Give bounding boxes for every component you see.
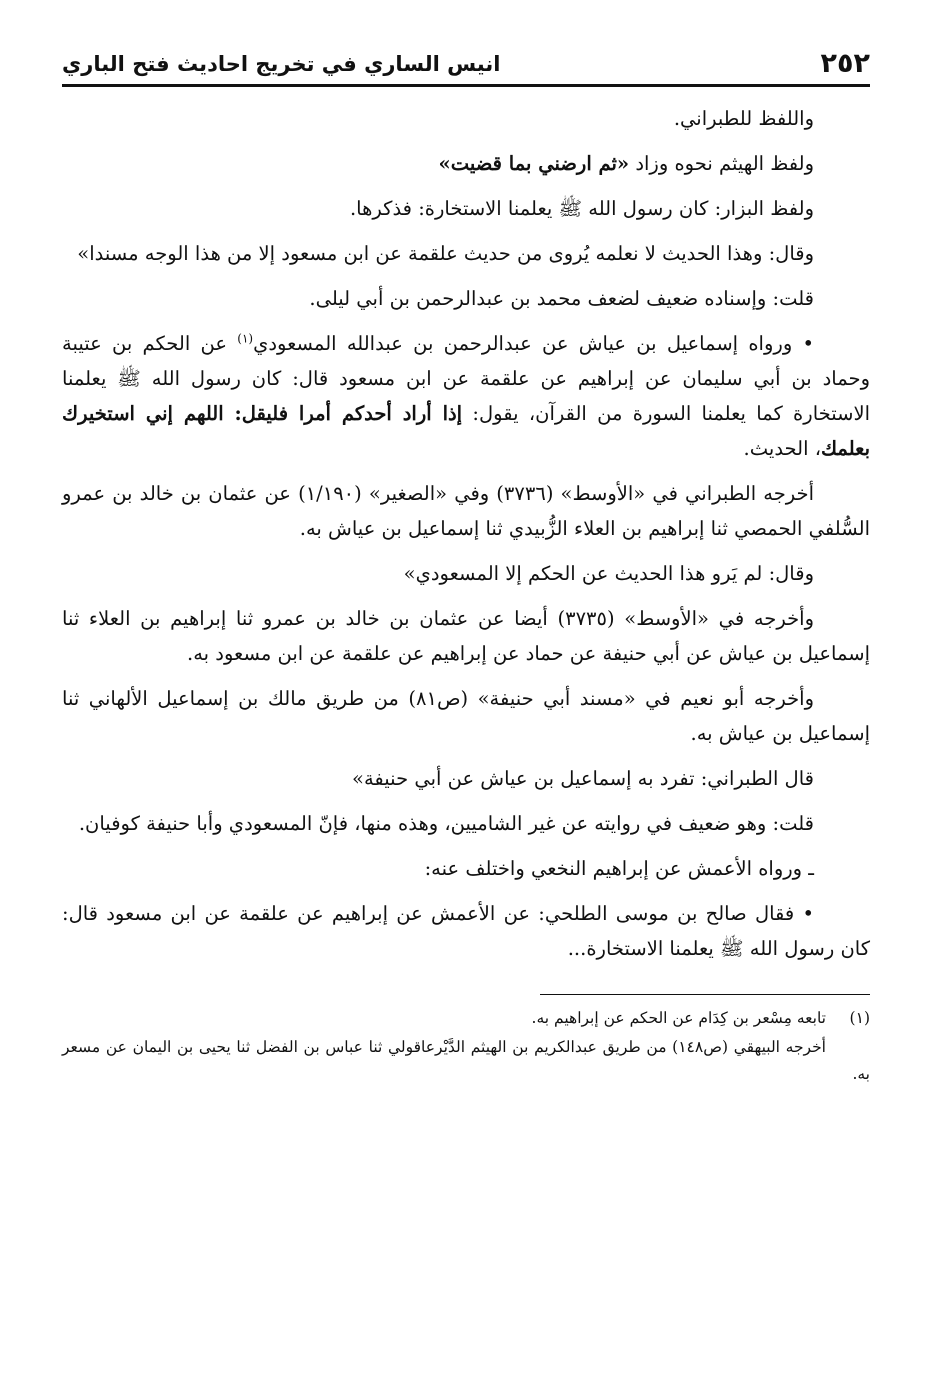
footnote-reference[interactable]: (١)	[237, 331, 254, 346]
running-title: انيس الساري في تخريج احاديث فتح الباري	[62, 52, 501, 76]
paragraph: ولفظ الهيثم نحوه وزاد «ثم ارضني بما قضيت»	[438, 152, 814, 175]
paragraph: قال الطبراني: تفرد به إسماعيل بن عياش عن أبي حنيفة»	[352, 767, 814, 790]
footnote: أخرجه البيهقي (ص١٤٨) من طريق عبدالكريم بن الهيثم الدَّيْرعاقولي ثنا عباس بن الفضل ثنا يحيى بن اليمان عن مسعر به.	[62, 1038, 870, 1083]
footnote-mark: (١)	[849, 1009, 870, 1027]
paragraph: قلت: وإسناده ضعيف لضعف محمد بن عبدالرحمن بن أبي ليلى.	[309, 287, 814, 310]
footnote-divider	[540, 994, 870, 995]
paragraph: واللفظ للطبراني.	[673, 107, 814, 130]
quoted-addition: «ثم ارضني بما قضيت»	[438, 152, 630, 175]
page-number: ٢٥٢	[820, 48, 870, 79]
paragraph: • ورواه إسماعيل بن عياش عن عبدالرحمن بن عبدالله المسعودي$^{(١)}$ عن الحكم بن عتيبة وحماد بن أبي سليمان عن إبراهيم عن علقمة عن ابن مسعود قال: كان رسول الله ﷺ يعلمنا الاستخارة كما يعلمنا السورة من القرآن، يقول: إذا أراد أحدكم أمرا فليقل: اللهم إني استخيرك بعلمك، الحديث.	[62, 331, 870, 460]
paragraph: ـ ورواه الأعمش عن إبراهيم النخعي واختلف عنه:	[424, 857, 814, 880]
hadith-text: إذا أراد أحدكم أمرا فليقل: اللهم إني استخيرك بعلمك	[62, 402, 870, 460]
book-page	[62, 38, 870, 1090]
paragraph: وأخرجه في «الأوسط» (٣٧٣٥) أيضا عن عثمان بن خالد بن عمرو ثنا إبراهيم بن العلاء ثنا إسماعيل بن عياش عن أبي حنيفة عن حماد عن إبراهيم عن علقمة عن ابن مسعود به.	[62, 607, 870, 665]
page-header	[62, 38, 870, 87]
paragraph: قلت: وهو ضعيف في روايته عن غير الشاميين، وهذه منها، فإنّ المسعودي وأبا حنيفة كوفيان.	[78, 812, 814, 835]
footnote: (١)تابعه مِسْعر بن كِدَام عن الحكم عن إبراهيم به.	[62, 1005, 870, 1032]
paragraph: وقال: وهذا الحديث لا نعلمه يُروى من حديث علقمة عن ابن مسعود إلا من هذا الوجه مسندا»	[77, 242, 814, 265]
paragraph: وقال: لم يَرو هذا الحديث عن الحكم إلا المسعودي»	[403, 562, 814, 585]
footnotes	[62, 1005, 870, 1088]
paragraph: أخرجه الطبراني في «الأوسط» (٣٧٣٦) وفي «الصغير» (١/١٩٠) عن عثمان بن خالد بن عمرو السُّلفي الحمصي ثنا إبراهيم بن العلاء الزُّبيدي ثنا إسماعيل بن عياش به.	[62, 482, 870, 540]
main-text	[62, 101, 870, 966]
paragraph: ولفظ البزار: كان رسول الله ﷺ يعلمنا الاستخارة: فذكرها.	[349, 197, 814, 220]
paragraph: وأخرجه أبو نعيم في «مسند أبي حنيفة» (ص٨١) من طريق مالك بن إسماعيل الألهاني ثنا إسماعيل بن عياش به.	[62, 687, 870, 745]
paragraph: • فقال صالح بن موسى الطلحي: عن الأعمش عن إبراهيم عن علقمة عن ابن مسعود قال: كان رسول الله ﷺ يعلمنا الاستخارة...	[62, 902, 870, 960]
